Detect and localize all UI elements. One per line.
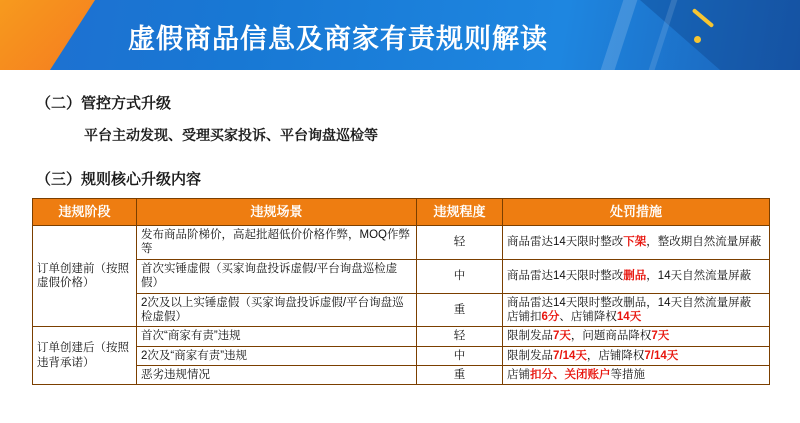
table-row — [33, 293, 770, 327]
rules-table-wrapper — [32, 198, 769, 385]
action-line — [507, 296, 765, 310]
section-heading-core-rules: （三）规则核心升级内容 — [36, 171, 202, 188]
cell-scene: 首次实锤虚假（买家询盘投诉虚假/平台询盘巡检虚假） — [137, 259, 417, 293]
plain-text: 商品雷达14天限时整改 — [507, 236, 624, 249]
cell-action — [503, 366, 770, 385]
table-row — [33, 226, 770, 260]
plain-text: ，14天自然流量屏蔽 — [646, 269, 752, 282]
cell-action — [503, 259, 770, 293]
column-header-level: 违规程度 — [417, 199, 503, 226]
column-header-scene: 违规场景 — [137, 199, 417, 226]
plain-text: 店铺扣 — [507, 310, 542, 323]
highlight-text: 7天 — [553, 330, 571, 343]
highlight-text: 7天 — [651, 330, 670, 343]
table-row — [33, 259, 770, 293]
table-row — [33, 366, 770, 385]
plain-text: 商品雷达14天限时整改删品，14天自然流量屏蔽 — [507, 296, 752, 309]
cell-level: 重 — [417, 366, 503, 385]
plain-text: ，整改期自然流量屏蔽 — [646, 236, 762, 249]
cell-scene: 2次及以上实锤虚假（买家询盘投诉虚假/平台询盘巡检虚假） — [137, 293, 417, 327]
rules-table — [32, 198, 770, 385]
table-row — [33, 327, 770, 346]
highlight-text: 14天 — [616, 310, 642, 323]
cell-action — [503, 226, 770, 260]
section-body-control-methods: 平台主动发现、受理买家投诉、平台询盘巡检等 — [84, 127, 378, 143]
cell-stage: 订单创建前（按照虚假价格） — [33, 226, 137, 327]
table-row — [33, 346, 770, 365]
action-line — [507, 310, 765, 324]
cell-scene: 发布商品阶梯价，高起批超低价价格作弊，MOQ作弊等 — [137, 226, 417, 260]
section-heading-control-methods: （二）管控方式升级 — [36, 95, 172, 112]
plain-text: ，问题商品降权 — [570, 330, 652, 343]
cell-scene: 恶劣违规情况 — [137, 366, 417, 385]
plain-text: 店铺 — [507, 369, 530, 381]
column-header-stage: 违规阶段 — [33, 199, 137, 226]
cell-level: 中 — [417, 346, 503, 365]
highlight-text: 6分 — [541, 310, 560, 323]
cell-stage: 订单创建后（按照违背承诺） — [33, 327, 137, 385]
highlight-text: 删品 — [623, 269, 647, 282]
cell-level: 中 — [417, 259, 503, 293]
slide-content — [0, 70, 800, 423]
cell-action — [503, 327, 770, 346]
cell-scene: 2次及“商家有责”违规 — [137, 346, 417, 365]
highlight-text: 7/14天 — [644, 349, 679, 362]
rules-table-body — [33, 226, 770, 385]
plain-text: 限制发品 — [507, 330, 553, 343]
page-title: 虚假商品信息及商家有责规则解读 — [128, 24, 548, 54]
plain-text: 限制发品 — [507, 349, 553, 362]
header-banner — [0, 0, 800, 70]
dot-icon — [694, 36, 701, 43]
plain-text: 商品雷达14天限时整改 — [507, 269, 624, 282]
column-header-action: 处罚措施 — [503, 199, 770, 226]
highlight-text: 下架 — [623, 236, 647, 249]
cell-level: 轻 — [417, 327, 503, 346]
cell-scene: 首次“商家有责”违规 — [137, 327, 417, 346]
cell-level: 重 — [417, 293, 503, 327]
table-header-row — [33, 199, 770, 226]
highlight-text: 7/14天 — [553, 349, 587, 362]
cell-level: 轻 — [417, 226, 503, 260]
highlight-text: 扣分、关闭账户 — [530, 369, 611, 381]
plain-text: 等措施 — [610, 369, 645, 381]
cell-action — [503, 346, 770, 365]
plain-text: ，店铺降权 — [586, 349, 645, 362]
cell-action — [503, 293, 770, 327]
plain-text: 、店铺降权 — [559, 310, 617, 323]
